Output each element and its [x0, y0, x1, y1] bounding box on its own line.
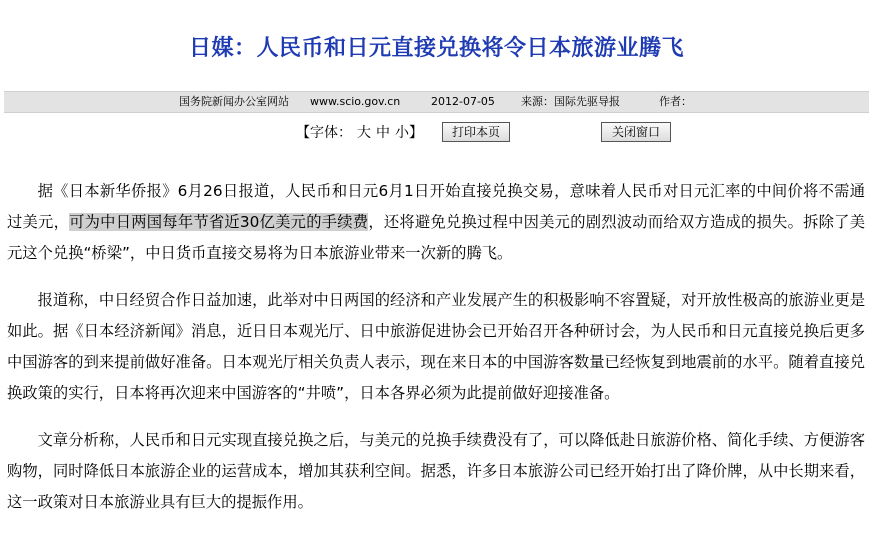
page-title: 日媒：人民币和日元直接兑换将令日本旅游业腾飞	[188, 35, 684, 61]
meta-date: 2012-07-05	[431, 95, 495, 108]
meta-site: 国务院新闻办公室网站	[179, 95, 289, 108]
close-window-button[interactable]: 关闭窗口	[601, 122, 671, 142]
font-size-small-link[interactable]: 小	[395, 125, 409, 141]
article-paragraph	[7, 176, 865, 269]
paragraph-text-before: 据《日本新华侨报》6月26日报道，人民币和日元6月1日开始直接兑换交易，意味着人民币对日元汇率的中间价将不需通过美元，	[7, 182, 865, 231]
article-body	[7, 176, 865, 534]
font-size-label-suffix: 】	[409, 125, 423, 141]
meta-source: 来源：国际先驱导报	[521, 95, 620, 108]
font-size-control	[296, 123, 423, 143]
font-size-medium-link[interactable]: 中	[376, 125, 390, 141]
meta-author: 作者：	[659, 95, 692, 108]
article-meta-bar	[4, 91, 869, 113]
article-paragraph: 报道称，中日经贸合作日益加速，此举对中日两国的经济和产业发展产生的积极影响不容置疑，对开放性极高的旅游业更是如此。据《日本经济新闻》消息，近日日本观光厅、日中旅游促进协会已开始召开各种研讨会，为人民币和日元直接兑换后更多中国游客的到来提前做好准备。日本观光厅相关负责人表示，现在来日本的中国游客数量已经恢复到地震前的水平。随着直接兑换政策的实行，日本将再次迎来中国游客的“井喷”，日本各界必须为此提前做好迎接准备。	[7, 291, 865, 402]
highlighted-text: 可为中日两国每年节省近30亿美元的手续费	[69, 213, 369, 231]
meta-url: www.scio.gov.cn	[310, 95, 401, 108]
article-toolbar	[0, 121, 873, 145]
paragraph-text-after: ，还将避免兑换过程中因美元的剧烈波动而给双方造成的损失。拆除了美元这个兑换“桥梁”，中日货币直接交易将为日本旅游业带来一次新的腾飞。	[7, 213, 865, 262]
font-size-label-prefix: 【字体：	[296, 125, 352, 141]
font-size-large-link[interactable]: 大	[357, 125, 371, 141]
article-paragraph: 文章分析称，人民币和日元实现直接兑换之后，与美元的兑换手续费没有了，可以降低赴日旅游价格、简化手续、方便游客购物，同时降低日本旅游企业的运营成本，增加其获利空间。据悉，许多日本旅游公司已经开始打出了降价牌，从中长期来看，这一政策对日本旅游业具有巨大的提振作用。	[7, 431, 865, 511]
print-page-button[interactable]: 打印本页	[442, 122, 510, 142]
